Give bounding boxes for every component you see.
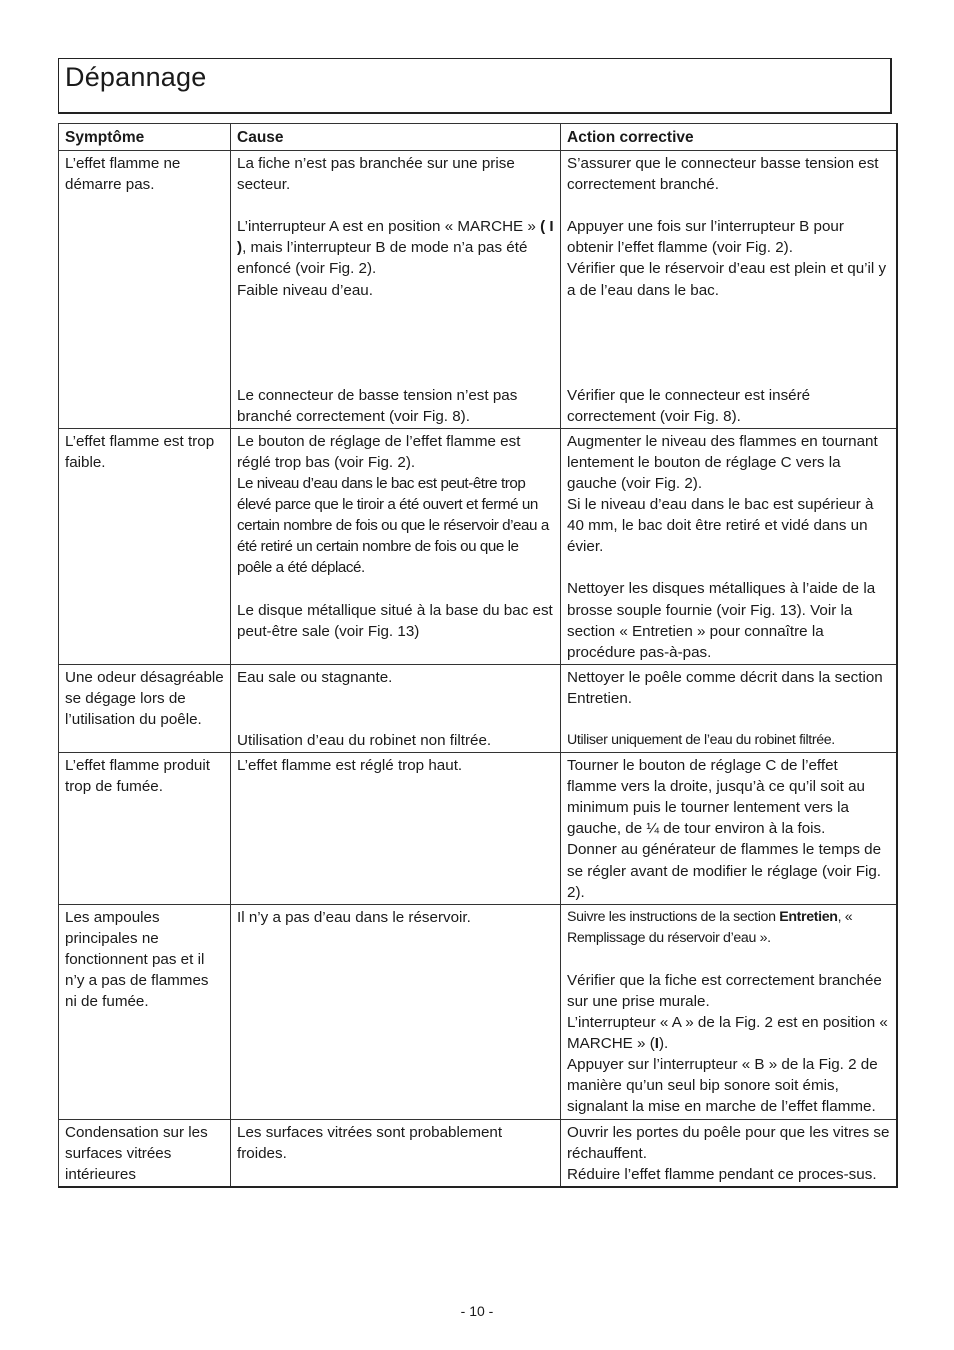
action-cell <box>561 904 897 1119</box>
cause-cell: L’effet flamme est réglé trop haut. <box>231 753 561 905</box>
action-text: Si le niveau d’eau dans le bac est supérieur à 40 mm, le bac doit être retiré et vidé dans un évier. <box>567 496 874 556</box>
action-text: Appuyer une fois sur l’interrupteur B pour obtenir l’effet flamme (voir Fig. 2). <box>567 218 844 257</box>
action-text: Appuyer sur l’interrupteur « B » de la Fig. 2 de manière qu’un seul bip sonore soit émis, signalant la mise en marche de l’effet flamme. <box>567 1056 878 1116</box>
action-text: Nettoyer les disques métalliques à l’aide de la brosse souple fournie (voir Fig. 13). Voir la section « Entretien » pour connaître la procédure pas-à-pas. <box>567 580 876 661</box>
symptom-cell: Condensation sur les surfaces vitrées intérieures <box>59 1119 231 1187</box>
cause-text: Utilisation d’eau du robinet non filtrée. <box>237 731 492 749</box>
action-text: Vérifier que le connecteur est inséré correctement (voir Fig. 8). <box>567 386 811 425</box>
action-text: Ouvrir les portes du poêle pour que les vitres se réchauffent. <box>567 1123 890 1162</box>
cause-cell <box>231 664 561 752</box>
cause-text: Eau sale ou stagnante. <box>237 668 393 686</box>
action-text: Réduire l’effet flamme pendant ce proces-sus. <box>567 1165 877 1183</box>
page-number: - 10 - <box>460 1303 494 1319</box>
action-text: Suivre les instructions de la section Entretien, « Remplissage du réservoir d’eau ». <box>567 908 853 946</box>
cause-text: Le bouton de réglage de l’effet flamme est réglé trop bas (voir Fig. 2). <box>237 432 521 471</box>
cause-text: L’interrupteur A est en position « MARCHE » ( I ), mais l’interrupteur B de mode n’a pas été enfoncé (voir Fig. 2). <box>237 218 554 278</box>
table-row <box>59 664 897 752</box>
troubleshooting-table <box>58 123 898 1188</box>
action-text: L’interrupteur « A » de la Fig. 2 est en position « MARCHE » (I). <box>567 1014 888 1053</box>
title-box <box>58 58 892 114</box>
table-row <box>59 753 897 905</box>
table-row <box>59 428 897 664</box>
action-text: Vérifier que la fiche est correctement branchée sur une prise murale. <box>567 971 882 1010</box>
action-text: Augmenter le niveau des flammes en tournant lentement le bouton de réglage C vers la gauche (voir Fig. 2). <box>567 432 878 493</box>
symptom-cell: Les ampoules principales ne fonctionnent pas et il n’y a pas de flammes ni de fumée. <box>59 904 231 1119</box>
action-cell <box>561 753 897 905</box>
cause-cell: Il n’y a pas d’eau dans le réservoir. <box>231 904 561 1119</box>
action-text: Vérifier que le réservoir d’eau est plein et qu’il y a de l’eau dans le bac. <box>567 260 887 299</box>
symptom-cell: L’effet flamme est trop faible. <box>59 428 231 664</box>
cause-cell <box>231 428 561 664</box>
action-cell <box>561 428 897 664</box>
action-cell <box>561 1119 897 1187</box>
symptom-cell: L’effet flamme produit trop de fumée. <box>59 753 231 905</box>
cause-text: Faible niveau d’eau. <box>237 281 373 299</box>
action-text: Nettoyer le poêle comme décrit dans la section Entretien. <box>567 668 883 707</box>
action-cell <box>561 151 897 429</box>
table-row <box>59 904 897 1119</box>
header-symptom: Symptôme <box>59 124 231 151</box>
cause-text: Le niveau d’eau dans le bac est peut-être trop élevé parce que le tiroir a été ouvert et fermé un certain nombre de fois ou que le réservoir d’eau a été retiré un certain nombre de fois ou que le poêle a été déplacé. <box>237 475 549 577</box>
symptom-cell: Une odeur désagréable se dégage lors de l’utilisation du poêle. <box>59 664 231 752</box>
header-action: Action corrective <box>561 124 897 151</box>
action-text: S’assurer que le connecteur basse tension est correctement branché. <box>567 155 879 194</box>
table-row <box>59 1119 897 1187</box>
cause-text: Le connecteur de basse tension n’est pas branché correctement (voir Fig. 8). <box>237 386 518 425</box>
cause-cell: Les surfaces vitrées sont probablement froides. <box>231 1119 561 1187</box>
action-cell <box>561 664 897 752</box>
table-header-row <box>59 124 897 151</box>
symptom-cell: L’effet flamme ne démarre pas. <box>59 151 231 429</box>
table-row <box>59 151 897 429</box>
cause-text: La fiche n’est pas branchée sur une prise secteur. <box>237 155 515 194</box>
action-text: Donner au générateur de flammes le temps de se régler avant de modifier le réglage (voir Fig. 2). <box>567 841 882 901</box>
page-title: Dépannage <box>65 62 207 92</box>
action-text: Tourner le bouton de réglage C de l’effet flamme vers la droite, jusqu’à ce qu’il soit au minimum puis le tourner lentement vers la gauche, de ¼ de tour environ à la fois. <box>567 757 865 838</box>
header-cause: Cause <box>231 124 561 151</box>
cause-cell <box>231 151 561 429</box>
action-text: Utiliser uniquement de l’eau du robinet filtrée. <box>567 731 835 748</box>
cause-text: Le disque métallique situé à la base du bac est peut-être sale (voir Fig. 13) <box>237 601 553 640</box>
